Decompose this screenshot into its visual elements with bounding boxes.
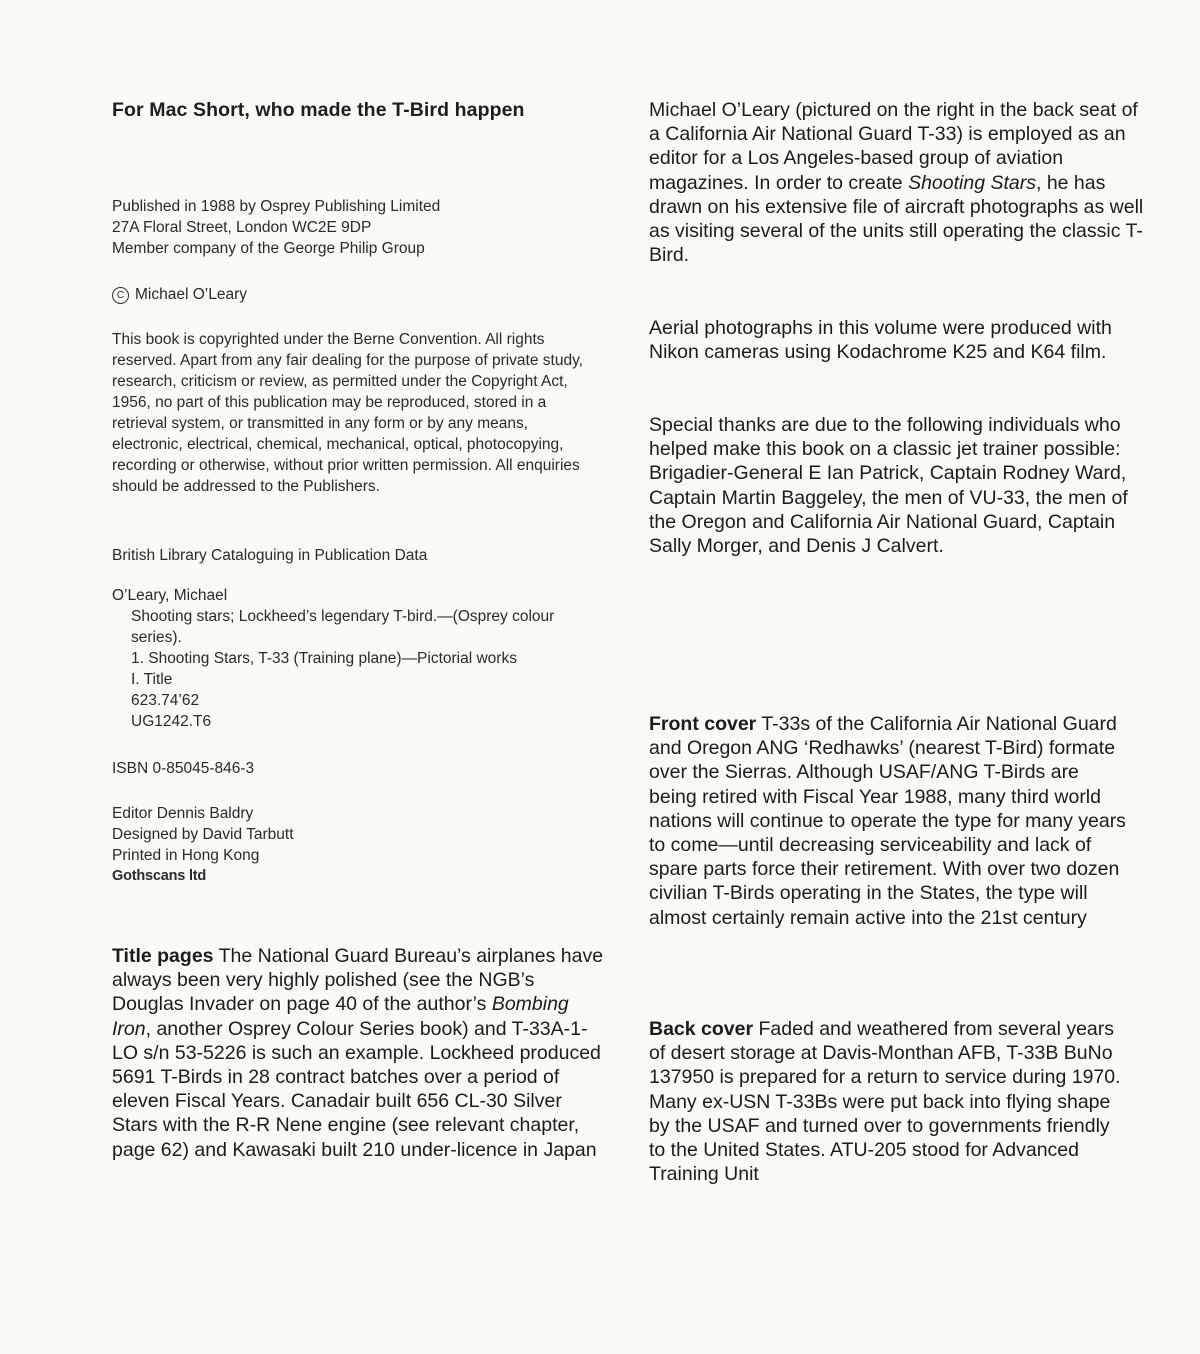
- cip-entry: I. Title: [131, 671, 173, 688]
- copyright-line: [112, 284, 247, 305]
- photo-note: Aerial photographs in this volume were produced with Nikon cameras using Kodachrome K25 and K64 film.: [649, 317, 1112, 364]
- isbn: ISBN 0-85045-846-3: [112, 760, 255, 777]
- acknowledgements: Special thanks are due to the following individuals who helped make this book on a classic jet trainer possible: Brigadier-General E Ian Patrick, Captain Rodney Ward, Captain Martin Baggeley, the men of VU-33, the men of the Oregon and California Air National Guard, Captain Sally Morger, and Denis J Calvert.: [649, 414, 1128, 558]
- bio-text: Michael O’Leary (pictured on the right in the back seat of a California Air National Guard T-33) is employed as an editor for a Los Angeles-based group of aviation magazines. In order to create: [649, 99, 1138, 194]
- credit-line: Designed by David Tarbutt: [112, 826, 294, 843]
- copyright-symbol: C: [112, 287, 129, 304]
- printer: Gothscans ltd: [112, 868, 207, 884]
- caption-label: Front cover: [649, 713, 757, 735]
- cip-entry: 623.74’62: [131, 692, 200, 709]
- caption-label: Title pages: [112, 945, 214, 967]
- credit-line: Printed in Hong Kong: [112, 847, 260, 864]
- book-title: Bombing Iron: [112, 993, 569, 1040]
- book-title: Shooting Stars: [908, 171, 1036, 194]
- caption-label: Back cover: [649, 1018, 754, 1040]
- publisher-line: Published in 1988 by Osprey Publishing Limited: [112, 198, 441, 215]
- caption-text: , another Osprey Colour Series book) and T-33A-1-LO s/n 53-5226 is such an example. Lockheed produced 5691 T-Birds in 28 contract batches over a period of eleven Fiscal Years. Canadair built 656 CL-30 Silver Stars with the R-R Nene engine (see relevant chapter, page 62) and Kawasaki built 210 under-licence in Japan: [112, 1017, 601, 1161]
- caption-text: The National Guard Bureau’s airplanes have always been very highly polished (see the NGB’s Douglas Invader on page 40 of the author’s: [112, 945, 604, 1016]
- publisher-info: [112, 196, 612, 259]
- title-pages-caption: [112, 944, 607, 1162]
- publisher-line: Member company of the George Philip Group: [112, 240, 425, 257]
- dedication: For Mac Short, who made the T-Bird happen: [112, 99, 525, 121]
- cip-heading: British Library Cataloguing in Publication Data: [112, 547, 428, 564]
- rights-notice: This book is copyrighted under the Berne Convention. All rights reserved. Apart from any fair dealing for the purpose of private study, research, criticism or review, as permitted under the Copyright Act, 1956, no part of this publication may be reproduced, stored in a retrieval system, or transmitted in any form or by any means, electronic, electrical, chemical, mechanical, optical, photocopying, recording or otherwise, without prior written permission. All enquiries should be addressed to the Publishers.: [112, 331, 583, 495]
- credits: [112, 803, 294, 887]
- caption-text: T-33s of the California Air National Guard and Oregon ANG ‘Redhawks’ (nearest T-Bird) formate over the Sierras. Although USAF/ANG T-Birds are being retired with Fiscal Year 1988, many third world nations will continue to operate the type for many years to come—until decreasing serviceability and lack of spare parts force their retirement. With over two dozen civilian T-Birds operating in the States, the type will almost certainly remain active into the 21st century: [649, 713, 1126, 929]
- left-column: [112, 96, 612, 1161]
- cip-data: [112, 585, 612, 732]
- cip-author: O’Leary, Michael: [112, 587, 228, 604]
- caption-text: Faded and weathered from several years of desert storage at Davis-Monthan AFB, T-33B BuNo 137950 is prepared for a return to service during 1970. Many ex-USN T-33Bs were put back into flying shape by the USAF and turned over to governments friendly to the United States. ATU-205 stood for Advanced Training Unit: [649, 1018, 1121, 1186]
- bio-text: , he has drawn on his extensive file of aircraft photographs as well as visiting several of the units still operating the classic T-Bird.: [649, 171, 1144, 267]
- copyright-holder: Michael O’Leary: [135, 286, 247, 303]
- front-cover-caption: [649, 712, 1129, 930]
- author-bio: [649, 98, 1149, 267]
- publisher-line: 27A Floral Street, London WC2E 9DP: [112, 219, 372, 236]
- cip-entry: Shooting stars; Lockheed’s legendary T-bird.—(Osprey colour series).: [131, 608, 555, 646]
- cip-entry: 1. Shooting Stars, T-33 (Training plane)—Pictorial works: [131, 650, 517, 667]
- cip-entry: UG1242.T6: [131, 713, 212, 730]
- back-cover-caption: [649, 1017, 1129, 1186]
- credit-line: Editor Dennis Baldry: [112, 805, 254, 822]
